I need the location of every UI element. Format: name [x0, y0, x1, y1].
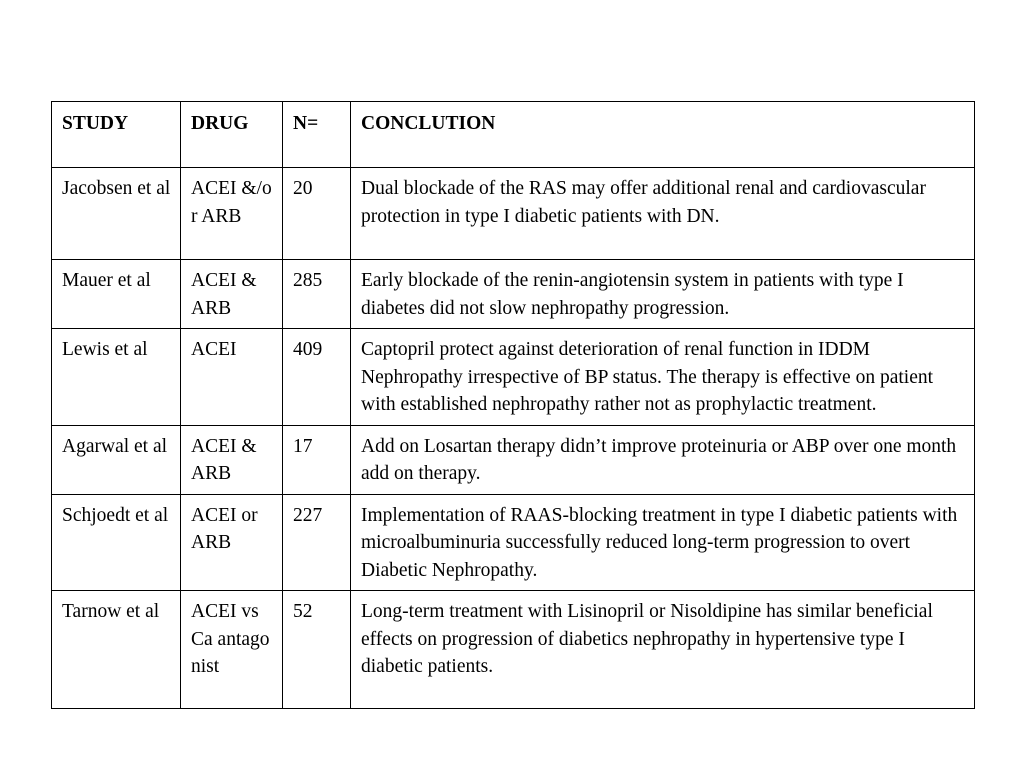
- drug-cell: [181, 591, 283, 709]
- table-row: [52, 494, 975, 591]
- study-cell: Lewis et al: [52, 329, 181, 426]
- study-cell: Agarwal et al: [52, 425, 181, 494]
- drug-cell: [181, 168, 283, 260]
- conclusion-cell: Early blockade of the renin-angiotensin system in patients with type I diabetes did not slow nephropathy progression.: [351, 260, 975, 329]
- study-cell: Tarnow et al: [52, 591, 181, 709]
- conclusion-cell: Add on Losartan therapy didn’t improve proteinuria or ABP over one month add on therapy.: [351, 425, 975, 494]
- n-cell: 52: [283, 591, 351, 709]
- header-row: [52, 102, 975, 168]
- table-row: [52, 260, 975, 329]
- drug-cell: ACEI & ARB: [181, 425, 283, 494]
- drug-cell: ACEI: [181, 329, 283, 426]
- header-drug: DRUG: [181, 102, 283, 168]
- drug-cell: ACEI & ARB: [181, 260, 283, 329]
- table-row: [52, 168, 975, 260]
- conclusion-cell: Dual blockade of the RAS may offer additional renal and cardiovascular protection in type I diabetic patients with DN.: [351, 168, 975, 260]
- conclusion-cell: Long-term treatment with Lisinopril or Nisoldipine has similar beneficial effects on progression of diabetics nephropathy in hypertensive type I diabetic patients.: [351, 591, 975, 709]
- header-conclusion: CONCLUTION: [351, 102, 975, 168]
- n-cell: 227: [283, 494, 351, 591]
- n-cell: 20: [283, 168, 351, 260]
- table-row: [52, 425, 975, 494]
- header-study: STUDY: [52, 102, 181, 168]
- n-cell: 285: [283, 260, 351, 329]
- table-row: [52, 591, 975, 709]
- study-cell: Jacobsen et al: [52, 168, 181, 260]
- drug-cell: ACEI or ARB: [181, 494, 283, 591]
- conclusion-cell: Implementation of RAAS-blocking treatment in type I diabetic patients with microalbuminuria successfully reduced long-term progression to overt Diabetic Nephropathy.: [351, 494, 975, 591]
- studies-table: [51, 101, 975, 709]
- study-cell: Mauer et al: [52, 260, 181, 329]
- n-cell: 17: [283, 425, 351, 494]
- drug-text: ACEI &/or ARB: [191, 178, 272, 227]
- conclusion-cell: Captopril protect against deterioration of renal function in IDDM Nephropathy irrespective of BP status. The therapy is effective on patient with established nephropathy rather not as prophylactic treatment.: [351, 329, 975, 426]
- header-n: N=: [283, 102, 351, 168]
- drug-text: ACEI vs Ca antagonist: [191, 601, 270, 677]
- n-cell: 409: [283, 329, 351, 426]
- study-cell: Schjoedt et al: [52, 494, 181, 591]
- table-row: [52, 329, 975, 426]
